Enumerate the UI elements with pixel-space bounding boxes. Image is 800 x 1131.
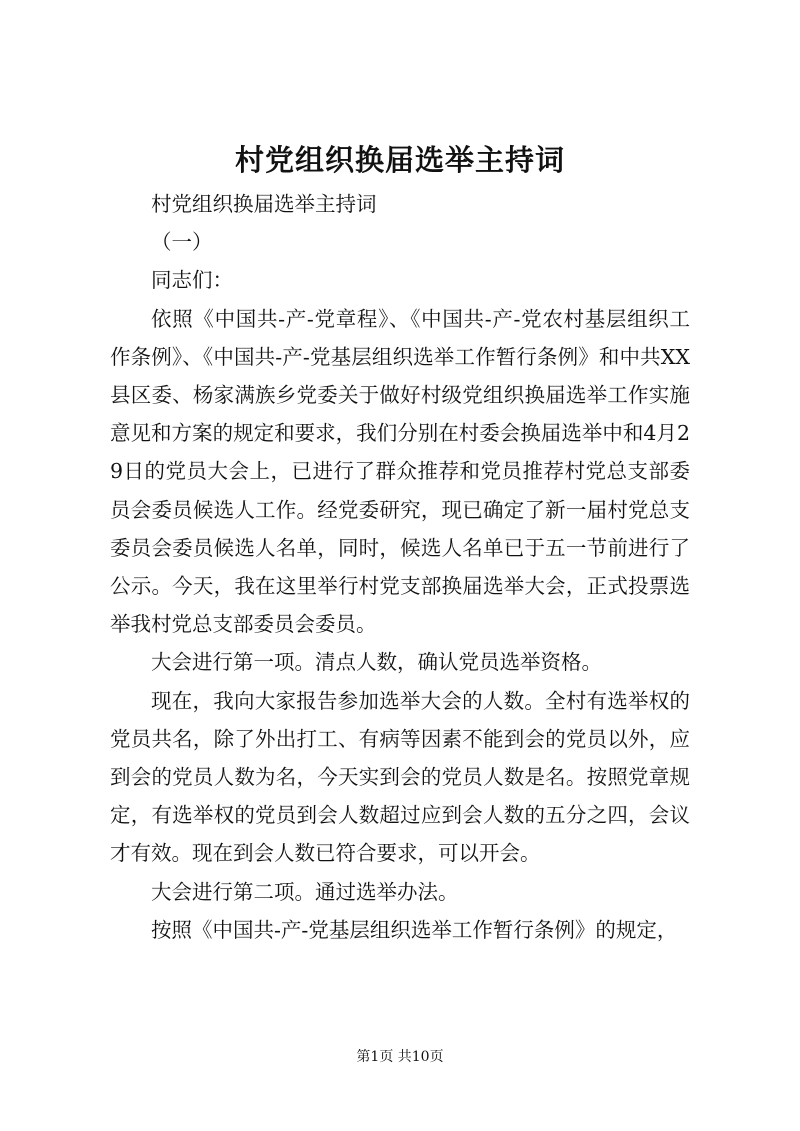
paragraph-item-two: 大会进行第二项。通过选举办法。 bbox=[151, 879, 459, 904]
document-title: 村党组织换届选举主持词 bbox=[234, 143, 565, 177]
paragraph-section-number: （一） bbox=[151, 230, 213, 255]
paragraph-opening: 依照《中国共-产-党章程》、《中国共-产-党农村基层组织工作条例》、《中国共-产-党基层组织选举工作暂行条例》和中共XX县区委、杨家满族乡党委关于做好村级党组织换届选举工作实施意见和方案的规定和要求，我们分别在村委会换届选举中和4月29日的党员大会上，已进行了群众推荐和党员推荐村党总支部委员会委员候选人工作。经党委研究，现已确定了新一届村党总支委员会委员候选人名单，同时，候选人名单已于五一节前进行了公示。今天，我在这里举行村党支部换届选举大会，正式投票选举我村党总支部委员会委员。 bbox=[110, 306, 690, 637]
paragraph-election-rules: 按照《中国共-产-党基层组织选举工作暂行条例》的规定， bbox=[151, 917, 678, 942]
paragraph-item-one: 大会进行第一项。清点人数，确认党员选举资格。 bbox=[151, 650, 602, 675]
paragraph-attendance: 现在，我向大家报告参加选举大会的人数。全村有选举权的党员共名，除了外出打工、有病等因素不能到会的党员以外，应到会的党员人数为名，今天实到会的党员人数是名。按照党章规定，有选举权的党员到会人数超过应到会人数的五分之四，会议才有效。现在到会人数已符合要求，可以开会。 bbox=[110, 688, 690, 866]
page-footer: 第1页 共10页 bbox=[356, 1049, 444, 1065]
paragraph-subtitle: 村党组织换届选举主持词 bbox=[151, 192, 377, 216]
document-body bbox=[110, 185, 690, 949]
paragraph-salutation: 同志们： bbox=[151, 268, 233, 293]
